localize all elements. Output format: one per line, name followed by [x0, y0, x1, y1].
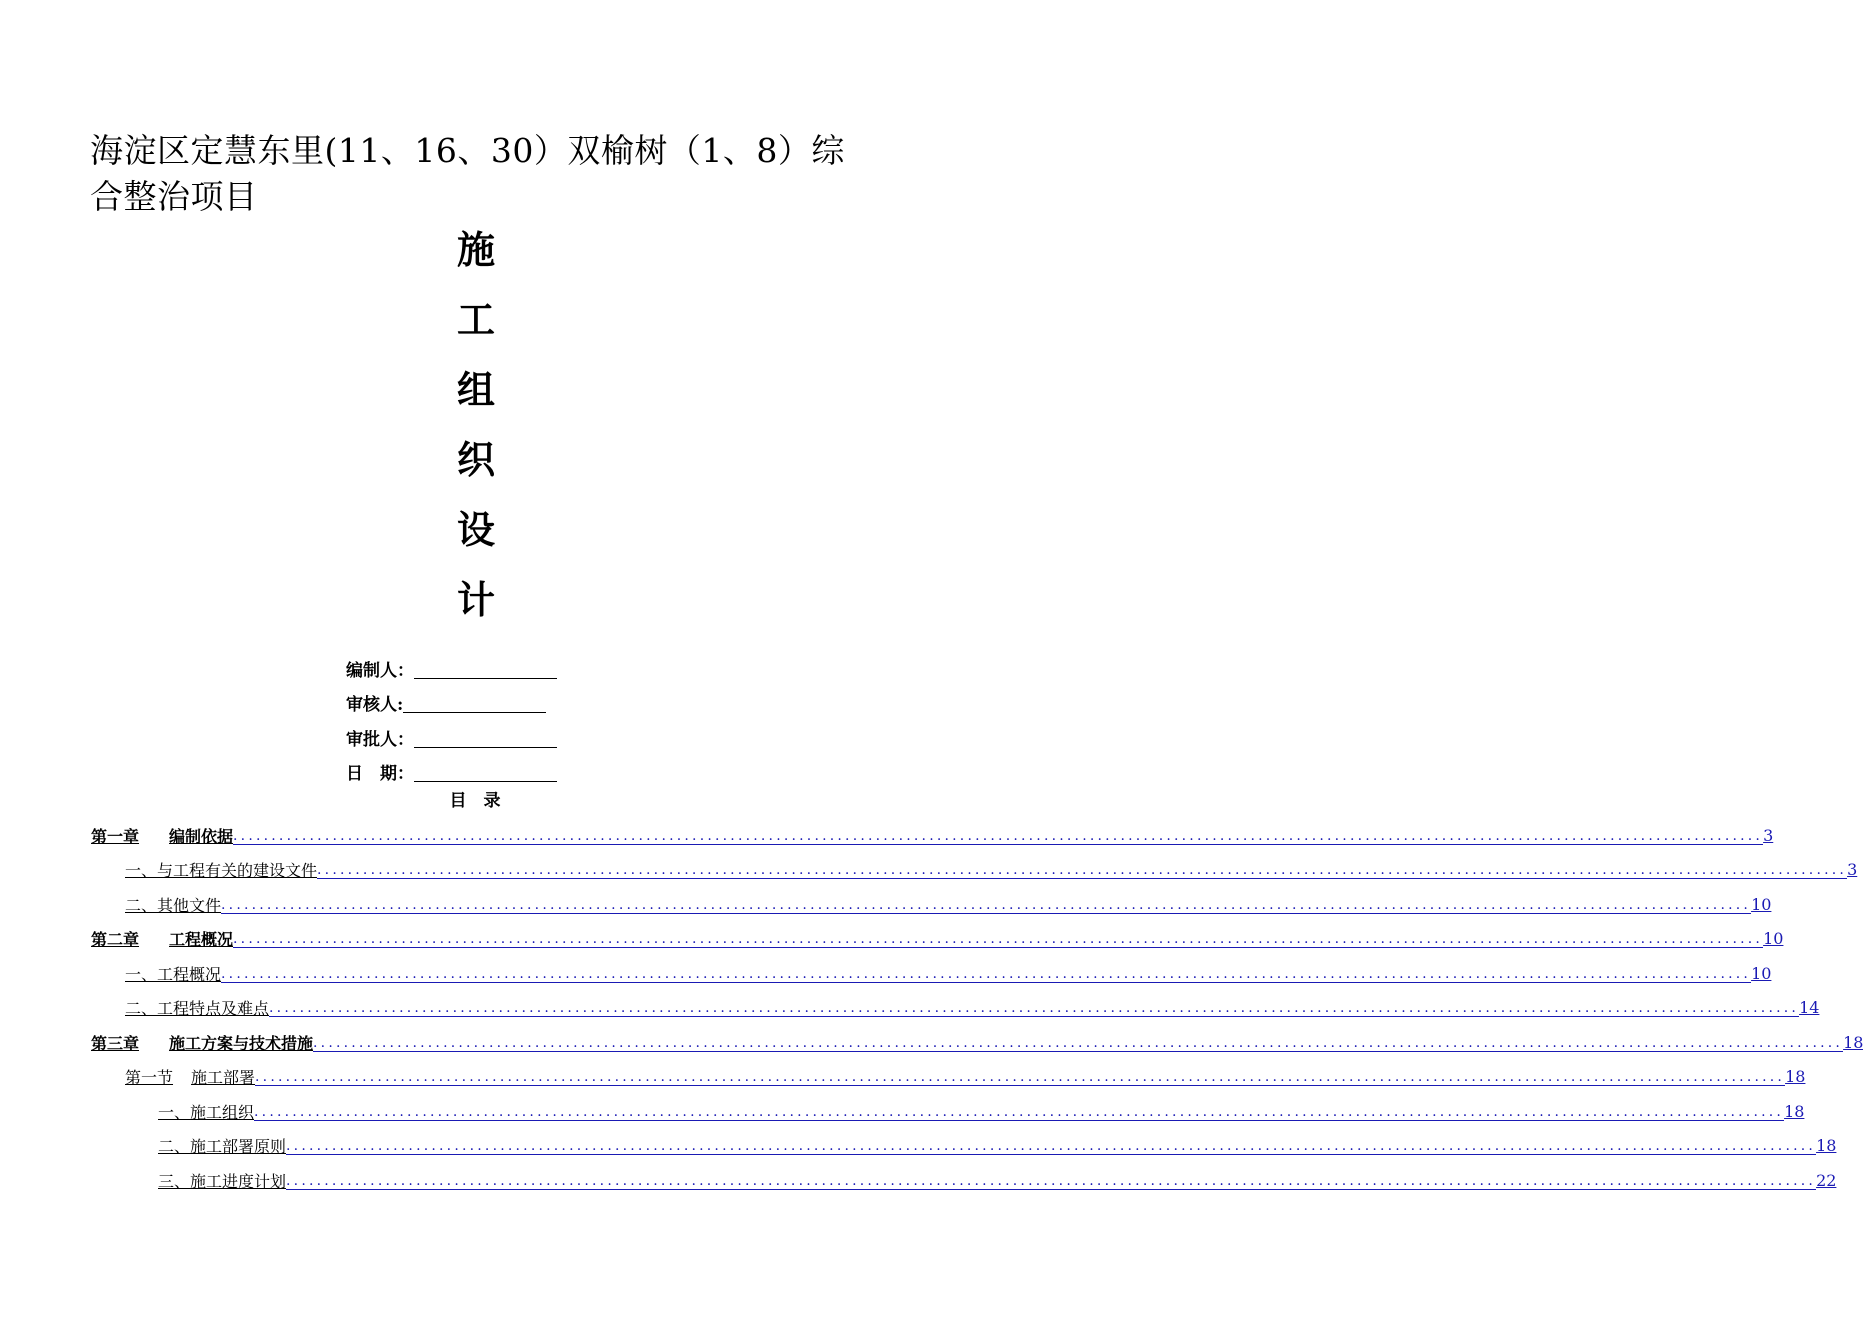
toc-entry-number: 第三章	[91, 1033, 140, 1053]
toc-entry[interactable]	[91, 922, 1784, 957]
main-title-char: 组	[456, 367, 495, 412]
main-title-char: 织	[456, 437, 495, 482]
toc-entry-title[interactable]	[125, 1065, 255, 1088]
toc-leader-dots: ........................................................................................................................................................................................................	[221, 965, 1752, 982]
toc-entry-label: 工程概况	[169, 930, 234, 950]
main-title-char: 工	[456, 297, 495, 342]
toc-entry-label: 一、工程概况	[125, 964, 222, 984]
toc-entry-label: 施工方案与技术措施	[169, 1033, 314, 1053]
toc-entry[interactable]	[91, 1060, 1806, 1095]
toc-entry-label: 施工部署	[191, 1068, 256, 1088]
toc-entry-title[interactable]	[91, 824, 233, 847]
toc-leader-dots: ........................................................................................................................................................................................................	[233, 931, 1764, 948]
signature-label: 日 期：	[346, 764, 414, 784]
toc-entry[interactable]	[91, 887, 1772, 922]
toc-entry-label: 二、工程特点及难点	[125, 999, 270, 1019]
toc-entry-number: 第二章	[91, 930, 140, 950]
toc-entry-label: 一、施工组织	[158, 1102, 255, 1122]
toc-entry-title[interactable]	[125, 962, 221, 985]
toc-page-number[interactable]: 10	[1751, 894, 1772, 914]
toc-entry[interactable]	[91, 956, 1772, 991]
signature-label: 审核人:	[346, 695, 404, 715]
toc-page-number[interactable]: 18	[1816, 1136, 1837, 1156]
toc-entry[interactable]	[91, 818, 1774, 853]
toc-leader-dots: ........................................................................................................................................................................................................	[286, 1172, 1817, 1189]
toc-entry-title[interactable]	[91, 927, 233, 950]
signature-row-date	[346, 750, 557, 785]
toc-entry-title[interactable]	[91, 1031, 313, 1054]
toc-page-number[interactable]: 18	[1843, 1032, 1863, 1052]
signature-block	[346, 646, 557, 784]
toc-entry-label: 二、施工部署原则	[158, 1137, 287, 1157]
toc-entry[interactable]	[91, 991, 1820, 1026]
toc-leader-dots: ........................................................................................................................................................................................................	[255, 1069, 1786, 1086]
toc-entry-title[interactable]	[158, 1169, 286, 1192]
toc-page-number[interactable]: 22	[1816, 1170, 1837, 1190]
toc-entry-title[interactable]	[158, 1100, 254, 1123]
toc-entry[interactable]	[91, 1163, 1837, 1198]
toc-leader-dots: ........................................................................................................................................................................................................	[221, 896, 1752, 913]
signature-label: 审批人：	[346, 729, 414, 750]
signature-label: 编制人：	[346, 660, 414, 681]
main-title	[0, 222, 950, 642]
signature-row-approver	[346, 715, 557, 750]
toc-entry[interactable]	[91, 1094, 1805, 1129]
toc-page-number[interactable]: 10	[1751, 963, 1772, 983]
toc-leader-dots: ........................................................................................................................................................................................................	[269, 1000, 1800, 1017]
toc-page-number[interactable]: 18	[1784, 1101, 1805, 1121]
toc-entry-label: 一、与工程有关的建设文件	[125, 861, 318, 881]
toc-leader-dots: ........................................................................................................................................................................................................	[254, 1103, 1785, 1120]
toc-leader-dots: ........................................................................................................................................................................................................	[286, 1138, 1817, 1155]
toc-leader-dots: ........................................................................................................................................................................................................	[233, 827, 1764, 844]
toc-entry-title[interactable]	[125, 996, 269, 1019]
toc-page-number[interactable]: 3	[1763, 825, 1774, 845]
signature-line	[414, 658, 557, 679]
toc-entry-title[interactable]	[125, 858, 317, 881]
signature-line	[414, 727, 557, 748]
toc-entry[interactable]	[91, 853, 1858, 888]
toc-leader-dots: ........................................................................................................................................................................................................	[313, 1034, 1844, 1051]
toc-entry-title[interactable]	[125, 893, 221, 916]
signature-row-reviewer	[346, 681, 557, 716]
main-title-char: 设	[456, 507, 495, 552]
main-title-char: 施	[456, 227, 495, 272]
toc-entry-label: 二、其他文件	[125, 895, 222, 915]
signature-line	[403, 692, 546, 713]
signature-row-author	[346, 646, 557, 681]
project-title: 海淀区定慧东里(11、16、30）双榆树（1、8）综合整治项目	[90, 131, 845, 216]
signature-line	[414, 761, 557, 782]
toc-heading-text: 目 录	[449, 791, 501, 811]
toc-heading	[0, 786, 950, 811]
toc-page-number[interactable]: 3	[1847, 860, 1858, 880]
toc-entry-number: 第一章	[91, 826, 140, 846]
toc-entry-number: 第一节	[125, 1068, 174, 1088]
main-title-char: 计	[456, 577, 495, 622]
toc-entry[interactable]	[91, 1025, 1863, 1060]
toc-page-number[interactable]: 10	[1763, 929, 1784, 949]
toc-entry[interactable]	[91, 1129, 1837, 1164]
toc-page-number[interactable]: 18	[1785, 1067, 1806, 1087]
toc-leader-dots: ........................................................................................................................................................................................................	[317, 862, 1848, 879]
table-of-contents	[91, 818, 1863, 1198]
toc-entry-label: 三、施工进度计划	[158, 1171, 287, 1191]
toc-entry-title[interactable]	[158, 1134, 286, 1157]
toc-entry-label: 编制依据	[169, 826, 234, 846]
toc-page-number[interactable]: 14	[1799, 998, 1820, 1018]
